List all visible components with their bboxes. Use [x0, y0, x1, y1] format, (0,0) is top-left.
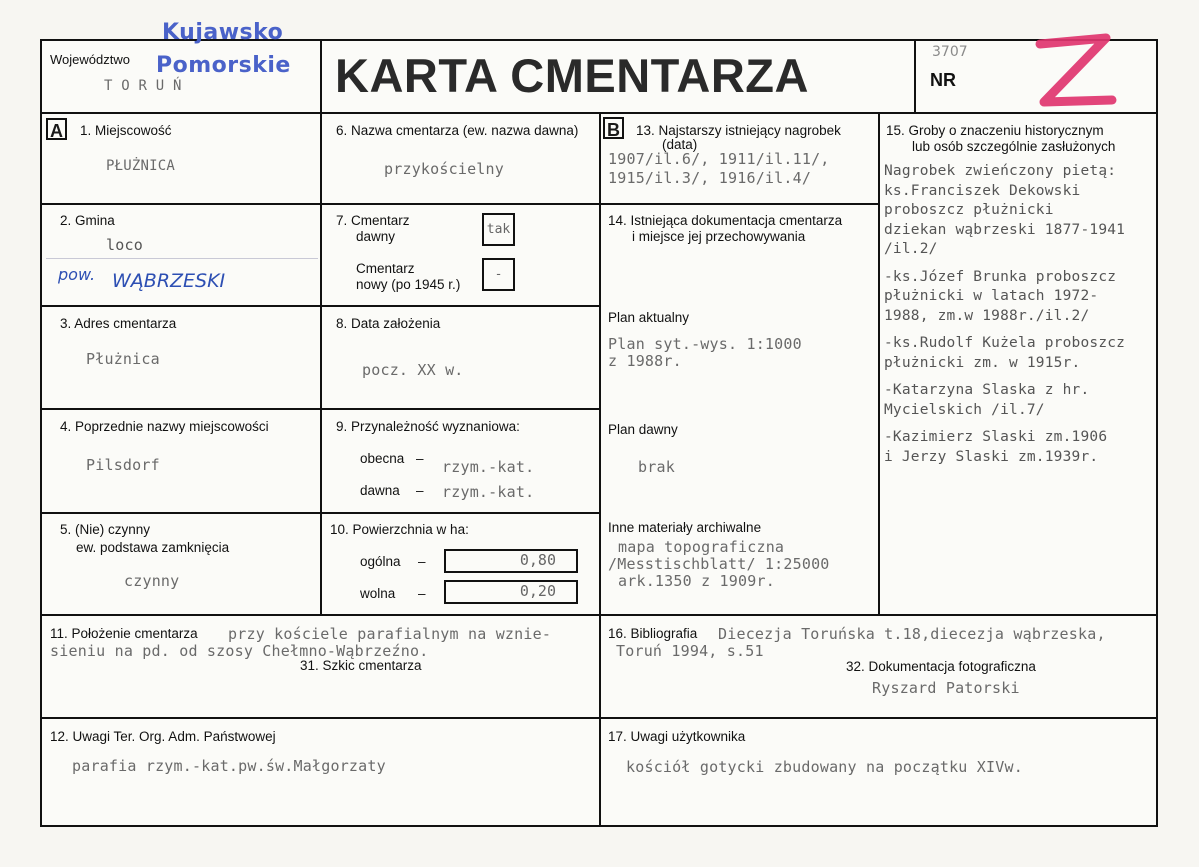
field-32-value: Ryszard Patorski	[872, 679, 1020, 697]
col-divider-1	[320, 39, 322, 615]
field-15-line: dziekan wąbrzeski 1877-1941	[884, 221, 1126, 238]
field-11-label: 11. Położenie cmentarza	[50, 626, 198, 641]
field-7-new-label-2: nowy (po 1945 r.)	[356, 277, 461, 292]
field-13-label: 13. Najstarszy istniejący nagrobek	[636, 123, 841, 138]
field-9-obecna-value: rzym.-kat.	[442, 458, 535, 476]
field-9-obecna-dash: –	[416, 451, 424, 466]
field-1-label: 1. Miejscowość	[80, 123, 172, 138]
field-10-wolna-label: wolna	[360, 586, 396, 601]
nr-divider	[914, 39, 916, 112]
stamp-line-1: Kujawsko	[162, 20, 284, 45]
field-15-line: płużnicki zm. w 1915r.	[884, 354, 1081, 371]
field-14-label-2: i miejsce jej przechowywania	[632, 229, 806, 244]
field-15-line: /il.2/	[884, 241, 938, 257]
field-6-label: 6. Nazwa cmentarza (ew. nazwa dawna)	[336, 123, 579, 138]
plan-dawny-value: brak	[638, 458, 675, 476]
stamp-city: T O R U Ń	[104, 78, 182, 94]
wojewodztwo-label: Województwo	[50, 52, 130, 67]
col-divider-2	[599, 112, 601, 827]
field-7-label-1: 7. Cmentarz	[336, 213, 410, 228]
field-12-value: parafia rzym.-kat.pw.św.Małgorzaty	[72, 757, 386, 775]
nr-handwritten: 3707	[932, 44, 968, 60]
field-2-label: 2. Gmina	[60, 213, 115, 228]
row-divider-2	[40, 305, 601, 307]
field-2-hand-value: WĄBRZESKI	[112, 270, 226, 292]
plan-aktualny-value-1: Plan syt.-wys. 1:1000	[608, 335, 802, 353]
field-15-label-1: 15. Groby o znaczeniu historycznym	[886, 123, 1104, 138]
field-9-obecna-label: obecna	[360, 451, 405, 466]
field-9-dawna-label: dawna	[360, 483, 400, 498]
field-1-value: PŁUŻNICA	[106, 158, 176, 174]
field-6-value: przykościelny	[384, 160, 504, 178]
field-15-line: ks.Franciszek Dekowski	[884, 182, 1081, 199]
field-15-line: proboszcz płużnicki	[884, 202, 1054, 218]
field-17-label: 17. Uwagi użytkownika	[608, 729, 746, 744]
field-16-value-1: Diecezja Toruńska t.18,diecezja wąbrzeska,	[718, 625, 1106, 643]
section-b-letter: B	[603, 117, 624, 139]
field-13-sub: (data)	[662, 137, 698, 152]
field-9-dawna-dash: –	[416, 483, 424, 498]
row-divider-6	[40, 717, 1158, 719]
row-divider-5	[40, 614, 1158, 616]
field-10-ogolna-box: 0,80	[444, 549, 578, 573]
field-7-nowy-box: -	[482, 258, 515, 291]
field-14-label-1: 14. Istniejąca dokumentacja cmentarza	[608, 213, 843, 228]
field-7-new-label-1: Cmentarz	[356, 261, 415, 276]
field-15-line: 1988, zm.w 1988r./il.2/	[884, 307, 1090, 324]
row-divider-1	[40, 203, 601, 205]
field-7-dawny-box: tak	[482, 213, 515, 246]
field-4-label: 4. Poprzednie nazwy miejscowości	[60, 419, 269, 434]
field-10-ogolna-dash: –	[418, 554, 426, 569]
field-15-line: -Katarzyna Slaska z hr.	[884, 382, 1090, 398]
field-16-label: 16. Bibliografia	[608, 626, 698, 641]
field-15-line: Mycielskich /il.7/	[884, 401, 1045, 418]
field-15-line: -ks.Józef Brunka proboszcz	[884, 268, 1117, 285]
gmina-underline	[46, 258, 318, 259]
field-10-ogolna-label: ogólna	[360, 554, 401, 569]
field-8-label: 8. Data założenia	[336, 316, 441, 331]
red-mark	[1030, 30, 1120, 112]
nr-label: NR	[930, 70, 956, 90]
field-15-list	[884, 162, 1156, 467]
field-10-wolna-box: 0,20	[444, 580, 578, 604]
field-9-label: 9. Przynależność wyznaniowa:	[336, 419, 520, 434]
section-a-letter: A	[46, 118, 67, 140]
row-divider-b	[601, 203, 879, 205]
field-9-dawna-value: rzym.-kat.	[442, 483, 535, 501]
field-15-line: i Jerzy Slaski zm.1939r.	[884, 448, 1099, 465]
field-13-value-1: 1907/il.6/, 1911/il.11/,	[608, 150, 830, 168]
red-z-mark	[1030, 30, 1120, 112]
field-10-wolna-dash: –	[418, 586, 426, 601]
field-16-value-2: Toruń 1994, s.51	[616, 642, 764, 660]
field-15-line: -ks.Rudolf Kużela proboszcz	[884, 335, 1126, 351]
field-3-label: 3. Adres cmentarza	[60, 316, 177, 331]
row-divider-4	[40, 512, 601, 514]
field-31-label: 31. Szkic cmentarza	[300, 658, 422, 673]
inne-value-1: mapa topograficzna	[618, 538, 785, 556]
field-15-line: Nagrobek zwieńczony pietą:	[884, 163, 1117, 179]
inne-value-3: ark.1350 z 1909r.	[618, 572, 775, 590]
field-4-value: Pilsdorf	[86, 456, 160, 474]
plan-dawny-label: Plan dawny	[608, 422, 678, 437]
field-7-label-2: dawny	[356, 229, 396, 244]
plan-aktualny-label: Plan aktualny	[608, 310, 690, 325]
field-5-value: czynny	[124, 572, 180, 590]
field-11-value-1: przy kościele parafialnym na wznie-	[228, 625, 552, 643]
field-3-value: Płużnica	[86, 350, 160, 368]
stamp-line-2: Pomorskie	[156, 53, 291, 78]
field-11-value-2: sieniu na pd. od szosy Chełmno-Wąbrzeźno.	[50, 642, 429, 660]
row-divider-3	[40, 408, 601, 410]
field-17-value: kościół gotycki zbudowany na początku XIVw.	[626, 758, 1023, 776]
field-8-value: pocz. XX w.	[362, 361, 464, 379]
field-5-label-1: 5. (Nie) czynny	[60, 522, 151, 537]
field-15-line: -Kazimierz Slaski zm.1906	[884, 429, 1108, 445]
card-title: KARTA CMENTARZA	[335, 49, 809, 102]
field-2-hand-prefix: pow.	[58, 265, 96, 284]
field-13-value-2: 1915/il.3/, 1916/il.4/	[608, 169, 812, 187]
plan-aktualny-value-2: z 1988r.	[608, 352, 682, 370]
field-32-label: 32. Dokumentacja fotograficzna	[846, 659, 1036, 674]
inne-value-2: /Messtischblatt/ 1:25000	[608, 555, 830, 573]
col-divider-3	[878, 112, 880, 615]
field-2-value: loco	[106, 236, 143, 254]
field-15-label-2: lub osób szczególnie zasłużonych	[912, 139, 1116, 154]
field-5-label-2: ew. podstawa zamknięcia	[76, 540, 230, 555]
inne-label: Inne materiały archiwalne	[608, 520, 762, 535]
field-15-line: płużnicki w latach 1972-	[884, 288, 1099, 304]
field-12-label: 12. Uwagi Ter. Org. Adm. Państwowej	[50, 729, 276, 744]
field-10-label: 10. Powierzchnia w ha:	[330, 522, 469, 537]
